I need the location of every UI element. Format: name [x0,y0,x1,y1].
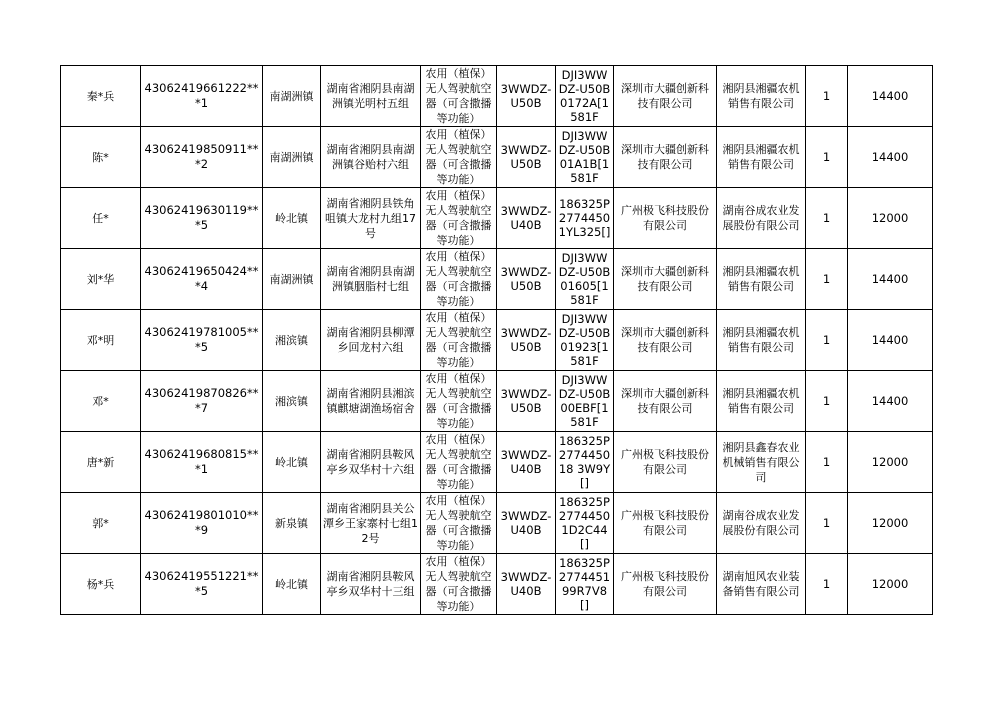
manufacturer-cell: 深圳市大疆创新科技有限公司 [614,249,717,310]
machine-type-cell: 农用（植保）无人驾驶航空器（可含撒播等功能） [421,554,497,615]
serial-number-cell: 186325P277445199R7V8[] [556,554,614,615]
machine-model-cell: 3WWDZ-U50B [497,310,556,371]
dealer-cell: 湖南旭风农业装备销售有限公司 [717,554,806,615]
id-number-cell: 43062419781005***5 [141,310,263,371]
dealer-cell: 湘阴县鑫春农业机械销售有限公司 [717,432,806,493]
id-number-cell: 43062419850911***2 [141,127,263,188]
applicant-name-cell: 杨*兵 [61,554,141,615]
machine-type-cell: 农用（植保）无人驾驶航空器（可含撒播等功能） [421,249,497,310]
manufacturer-cell: 深圳市大疆创新科技有限公司 [614,310,717,371]
serial-number-cell: DJI3WWDZ-U50B0172A[1581F [556,66,614,127]
address-cell: 湖南省湘阴县南湖洲镇谷贻村六组 [321,127,421,188]
dealer-cell: 湘阴县湘疆农机销售有限公司 [717,371,806,432]
id-number-cell: 43062419630119***5 [141,188,263,249]
machine-type-cell: 农用（植保）无人驾驶航空器（可含撒播等功能） [421,188,497,249]
dealer-cell: 湘阴县湘疆农机销售有限公司 [717,127,806,188]
manufacturer-cell: 深圳市大疆创新科技有限公司 [614,66,717,127]
machine-model-cell: 3WWDZ-U50B [497,127,556,188]
serial-number-cell: DJI3WWDZ-U50B01A1B[1581F [556,127,614,188]
quantity-cell: 1 [806,371,848,432]
applicant-name-cell: 邓* [61,371,141,432]
manufacturer-cell: 深圳市大疆创新科技有限公司 [614,127,717,188]
subsidy-amount-cell: 14400 [848,371,933,432]
machine-model-cell: 3WWDZ-U50B [497,66,556,127]
quantity-cell: 1 [806,554,848,615]
table-row [61,432,933,493]
subsidy-table [60,65,933,615]
machine-model-cell: 3WWDZ-U40B [497,554,556,615]
serial-number-cell: DJI3WWDZ-U50B01605[1581F [556,249,614,310]
address-cell: 湖南省湘阴县南湖洲镇胭脂村七组 [321,249,421,310]
subsidy-amount-cell: 12000 [848,493,933,554]
subsidy-amount-cell: 12000 [848,188,933,249]
machine-model-cell: 3WWDZ-U50B [497,371,556,432]
manufacturer-cell: 深圳市大疆创新科技有限公司 [614,371,717,432]
subsidy-amount-cell: 14400 [848,66,933,127]
town-name-cell: 湘滨镇 [263,310,321,371]
table-row [61,554,933,615]
town-name-cell: 新泉镇 [263,493,321,554]
subsidy-amount-cell: 14400 [848,249,933,310]
machine-type-cell: 农用（植保）无人驾驶航空器（可含撒播等功能） [421,371,497,432]
serial-number-cell: 186325P27744501YL325[] [556,188,614,249]
id-number-cell: 43062419650424***4 [141,249,263,310]
applicant-name-cell: 任* [61,188,141,249]
quantity-cell: 1 [806,493,848,554]
id-number-cell: 43062419680815***1 [141,432,263,493]
subsidy-amount-cell: 14400 [848,310,933,371]
machine-model-cell: 3WWDZ-U40B [497,493,556,554]
town-name-cell: 南湖洲镇 [263,127,321,188]
table-row [61,371,933,432]
machine-type-cell: 农用（植保）无人驾驶航空器（可含撒播等功能） [421,310,497,371]
manufacturer-cell: 广州极飞科技股份有限公司 [614,554,717,615]
town-name-cell: 岭北镇 [263,554,321,615]
manufacturer-cell: 广州极飞科技股份有限公司 [614,188,717,249]
id-number-cell: 43062419551221***5 [141,554,263,615]
dealer-cell: 湘阴县湘疆农机销售有限公司 [717,249,806,310]
quantity-cell: 1 [806,127,848,188]
town-name-cell: 南湖洲镇 [263,66,321,127]
manufacturer-cell: 广州极飞科技股份有限公司 [614,493,717,554]
applicant-name-cell: 刘*华 [61,249,141,310]
address-cell: 湖南省湘阴县铁角咀镇大龙村九组17号 [321,188,421,249]
serial-number-cell: DJI3WWDZ-U50B01923[1581F [556,310,614,371]
applicant-name-cell: 秦*兵 [61,66,141,127]
dealer-cell: 湖南谷成农业发展股份有限公司 [717,493,806,554]
table-body [61,66,933,615]
dealer-cell: 湘阴县湘疆农机销售有限公司 [717,66,806,127]
subsidy-amount-cell: 14400 [848,127,933,188]
quantity-cell: 1 [806,310,848,371]
serial-number-cell: DJI3WWDZ-U50B00EBF[1581F [556,371,614,432]
machine-model-cell: 3WWDZ-U40B [497,188,556,249]
applicant-name-cell: 邓*明 [61,310,141,371]
quantity-cell: 1 [806,432,848,493]
address-cell: 湖南省湘阴县湘滨镇麒塘湖渔场宿舍 [321,371,421,432]
manufacturer-cell: 广州极飞科技股份有限公司 [614,432,717,493]
town-name-cell: 南湖洲镇 [263,249,321,310]
quantity-cell: 1 [806,249,848,310]
serial-number-cell: 186325P27744501D2C44[] [556,493,614,554]
address-cell: 湖南省湘阴县南湖洲镇光明村五组 [321,66,421,127]
dealer-cell: 湘阴县湘疆农机销售有限公司 [717,310,806,371]
machine-model-cell: 3WWDZ-U40B [497,432,556,493]
applicant-name-cell: 陈* [61,127,141,188]
town-name-cell: 岭北镇 [263,432,321,493]
quantity-cell: 1 [806,188,848,249]
dealer-cell: 湖南谷成农业发展股份有限公司 [717,188,806,249]
applicant-name-cell: 唐*新 [61,432,141,493]
table-row [61,188,933,249]
machine-type-cell: 农用（植保）无人驾驶航空器（可含撒播等功能） [421,127,497,188]
address-cell: 湖南省湘阴县柳潭乡回龙村六组 [321,310,421,371]
quantity-cell: 1 [806,66,848,127]
applicant-name-cell: 郭* [61,493,141,554]
address-cell: 湖南省湘阴县关公潭乡王家寨村七组12号 [321,493,421,554]
serial-number-cell: 186325P277445018 3W9Y[] [556,432,614,493]
town-name-cell: 湘滨镇 [263,371,321,432]
table-row [61,249,933,310]
table-row [61,66,933,127]
table-row [61,310,933,371]
machine-type-cell: 农用（植保）无人驾驶航空器（可含撒播等功能） [421,432,497,493]
address-cell: 湖南省湘阴县鞍风亭乡双华村十六组 [321,432,421,493]
subsidy-amount-cell: 12000 [848,554,933,615]
table-row [61,493,933,554]
id-number-cell: 43062419661222***1 [141,66,263,127]
town-name-cell: 岭北镇 [263,188,321,249]
table-row [61,127,933,188]
subsidy-amount-cell: 12000 [848,432,933,493]
machine-type-cell: 农用（植保）无人驾驶航空器（可含撒播等功能） [421,66,497,127]
machine-model-cell: 3WWDZ-U50B [497,249,556,310]
address-cell: 湖南省湘阴县鞍风亭乡双华村十三组 [321,554,421,615]
id-number-cell: 43062419870826***7 [141,371,263,432]
machine-type-cell: 农用（植保）无人驾驶航空器（可含撒播等功能） [421,493,497,554]
id-number-cell: 43062419801010***9 [141,493,263,554]
